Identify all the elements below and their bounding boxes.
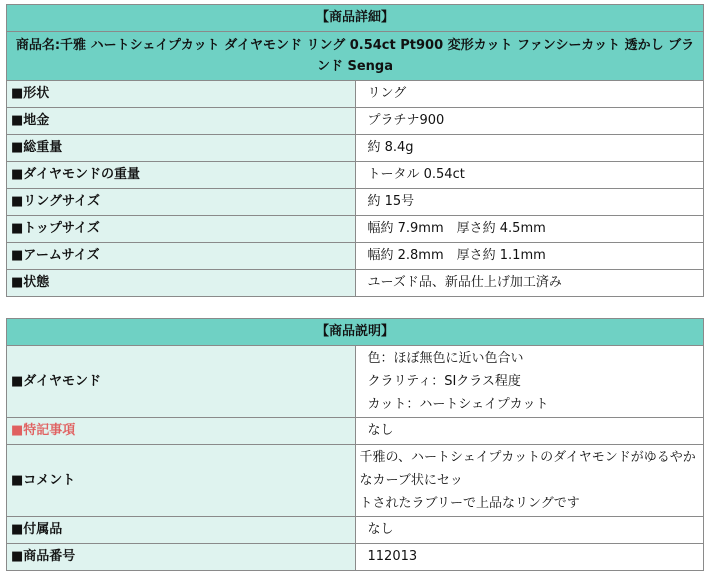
details-table	[6, 4, 704, 297]
diamond-color: 色：ほぼ無色に近い色合い	[367, 351, 524, 366]
table-row	[7, 135, 704, 162]
accessories-value: なし	[355, 517, 704, 544]
row-label: ■ダイヤモンドの重量	[7, 162, 356, 189]
comment-label: ■コメント	[7, 445, 356, 517]
table-row	[7, 108, 704, 135]
row-label: ■総重量	[7, 135, 356, 162]
diamond-cut: カット：ハートシェイプカット	[367, 397, 549, 412]
table-row	[7, 216, 704, 243]
row-label: ■状態	[7, 270, 356, 297]
comment-line: 千雅の、ハートシェイプカットのダイヤモンドがゆるやかなカーブ状にセッ	[359, 450, 696, 488]
table-row	[7, 270, 704, 297]
diamond-clarity: クラリティ：SIクラス程度	[367, 374, 521, 389]
table-row	[7, 189, 704, 216]
table-row	[7, 81, 704, 108]
row-label: ■リングサイズ	[7, 189, 356, 216]
product-title: 商品名:千雅 ハートシェイプカット ダイヤモンド リング 0.54ct Pt900 変形カット ファンシーカット 透かし ブランド Senga	[7, 32, 704, 81]
comment-text	[355, 445, 704, 517]
row-label: ■アームサイズ	[7, 243, 356, 270]
row-label: ■地金	[7, 108, 356, 135]
row-label: ■形状	[7, 81, 356, 108]
table-row	[7, 445, 704, 517]
item-number-value: 112013	[355, 544, 704, 571]
diamond-details	[355, 346, 704, 418]
table-row	[7, 418, 704, 445]
special-notes-value: なし	[355, 418, 704, 445]
row-value: トータル 0.54ct	[355, 162, 704, 189]
row-value: 幅約 7.9mm 厚さ約 4.5mm	[355, 216, 704, 243]
row-value: リング	[355, 81, 704, 108]
table-row	[7, 544, 704, 571]
row-value: プラチナ900	[355, 108, 704, 135]
row-value: 幅約 2.8mm 厚さ約 1.1mm	[355, 243, 704, 270]
table-row	[7, 517, 704, 544]
description-table	[6, 318, 704, 571]
accessories-label: ■付属品	[7, 517, 356, 544]
item-number-label: ■商品番号	[7, 544, 356, 571]
diamond-label: ■ダイヤモンド	[7, 346, 356, 418]
details-header: 【商品詳細】	[7, 5, 704, 32]
special-notes-label: ■特記事項	[7, 418, 356, 445]
row-value: 約 8.4g	[355, 135, 704, 162]
table-row	[7, 162, 704, 189]
table-row	[7, 346, 704, 418]
description-header: 【商品説明】	[7, 319, 704, 346]
comment-line: トされたラブリーで上品なリングです	[359, 496, 580, 511]
row-value: ユーズド品、新品仕上げ加工済み	[355, 270, 704, 297]
row-label: ■トップサイズ	[7, 216, 356, 243]
row-value: 約 15号	[355, 189, 704, 216]
table-row	[7, 243, 704, 270]
